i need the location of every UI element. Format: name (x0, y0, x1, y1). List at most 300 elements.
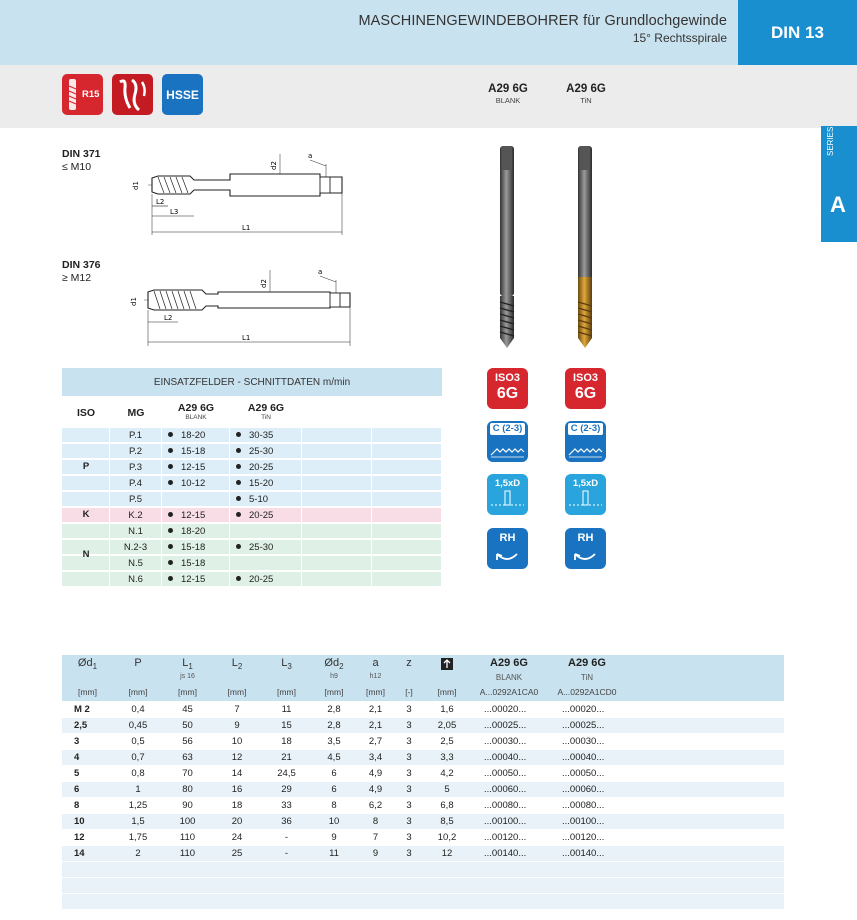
page-title: MASCHINENGEWINDEBOHRER für Grundlochgewinde (358, 13, 727, 29)
chamfer-icon (565, 421, 606, 462)
d1-dimension-label: d1 (132, 181, 140, 190)
din-range: ≥ M12 (62, 272, 92, 284)
series-side-tab (821, 126, 857, 242)
table-cell: 20 (231, 816, 243, 827)
table-cell: 8,5 (440, 816, 454, 827)
table-cell: 6 (331, 784, 337, 795)
column-header (357, 657, 394, 671)
table-cell (163, 878, 212, 894)
din-range: ≤ M10 (62, 161, 92, 173)
tin-speed-cell (230, 428, 302, 443)
table-cell: 10,2 (437, 832, 457, 843)
table-cell: 9 (234, 720, 240, 731)
hsse-badge: HSSE (162, 74, 203, 115)
table-cell: 0,45 (128, 720, 148, 731)
empty-cell (372, 476, 442, 491)
cutting-speed: 15-18 (181, 542, 206, 553)
thread-depth-badge (565, 474, 606, 515)
iso-group-cell (62, 492, 110, 507)
article-code-cell: ...00040... (484, 752, 527, 763)
column-subscript: 2 (237, 662, 243, 672)
right-hand-badge (487, 528, 528, 569)
blank-speed-cell (162, 476, 230, 491)
empty-cell (302, 476, 372, 491)
table-cell: 2,5 (74, 720, 88, 731)
blank-speed-cell (162, 492, 230, 507)
cutting-row (62, 524, 442, 540)
column-tolerance: h9 (330, 673, 338, 680)
table-cell: 100 (179, 816, 196, 827)
tolerance-class: 6G (496, 385, 519, 402)
article-code-cell: ...00050... (484, 768, 527, 779)
column-unit: [mm] (277, 687, 296, 697)
table-cell: 1,25 (128, 800, 148, 811)
column-symbol: z (406, 657, 412, 669)
recommended-dot-icon (236, 512, 241, 517)
chamfer-label: C (2-3) (490, 423, 525, 435)
cutting-row (62, 476, 442, 492)
table-cell: 45 (182, 704, 193, 715)
table-cell (212, 862, 262, 878)
article-code-cell (562, 894, 640, 910)
table-cell (262, 894, 311, 910)
table-cell (311, 862, 357, 878)
l2-dimension-label: L2 (164, 314, 173, 322)
empty-cell (372, 444, 442, 459)
table-cell: - (284, 848, 289, 859)
recommended-dot-icon (236, 480, 241, 485)
chamfer-icon (487, 421, 528, 462)
table-cell: 10 (328, 816, 340, 827)
din-number: DIN 376 (62, 259, 101, 271)
article-code-cell: ...00120... (484, 832, 527, 843)
table-cell: 8 (331, 800, 337, 811)
table-cell (113, 862, 163, 878)
iso-group-cell (62, 444, 110, 459)
article-code-cell (562, 862, 640, 878)
tap-tin-image (570, 142, 600, 352)
table-cell: 24 (231, 832, 243, 843)
column-symbol: L (281, 657, 288, 669)
article-code-prefix: A...0292A1CD0 (557, 687, 617, 697)
article-code-prefix: A...0292A1CA0 (479, 687, 539, 697)
table-cell: 0,7 (131, 752, 145, 763)
rh-label: RH (499, 532, 516, 544)
column-coating: BLANK (185, 414, 207, 421)
article-code-cell: ...00025... (562, 720, 605, 731)
empty-cell (302, 492, 372, 507)
cutting-speed: 20-25 (249, 510, 274, 521)
empty-cell (302, 572, 372, 587)
table-cell: 0,8 (131, 768, 145, 779)
table-cell: 36 (281, 816, 292, 827)
tin-speed-cell (230, 444, 302, 459)
table-row (62, 766, 784, 782)
table-cell: 110 (179, 832, 196, 843)
depth-label: 1,5xD (494, 478, 521, 489)
column-name: A29 6G (247, 402, 285, 414)
article-code-cell (484, 862, 562, 878)
article-code-cell (484, 878, 562, 894)
table-cell: 4,2 (440, 768, 454, 779)
table-cell: 7 (234, 704, 240, 715)
recommended-dot-icon (168, 512, 173, 517)
table-cell: 1,5 (131, 816, 145, 827)
table-cell (163, 862, 212, 878)
blank-speed-cell (162, 428, 230, 443)
table-cell: 12 (231, 752, 243, 763)
column-head-tin (554, 83, 618, 105)
cutting-row (62, 556, 442, 572)
material-group-cell: N.1 (110, 524, 162, 539)
column-name: A29 6G (177, 402, 215, 414)
tolerance-class: 6G (574, 385, 597, 402)
l3-dimension-label: L3 (170, 208, 179, 216)
article-code-cell: ...00030... (562, 736, 605, 747)
table-cell: 12 (74, 832, 85, 843)
table-row (62, 782, 784, 798)
table-row (62, 702, 784, 718)
table-cell (113, 894, 163, 910)
table-cell: 2,5 (440, 736, 454, 747)
iso-class: ISO3 (494, 372, 521, 384)
table-row (62, 750, 784, 766)
cutting-data-title: EINSATZFELDER - SCHNITTDATEN m/min (62, 368, 442, 396)
l1-dimension-label: L1 (242, 224, 251, 232)
article-code-cell: ...00100... (562, 816, 605, 827)
cutting-speed: 5-10 (249, 494, 269, 505)
empty-cell (372, 524, 442, 539)
table-cell (62, 862, 113, 878)
table-cell: 2,7 (368, 736, 383, 747)
table-cell: 2,05 (437, 720, 457, 731)
table-cell: M 2 (74, 704, 90, 715)
table-cell: 4 (74, 752, 80, 763)
cutting-row (62, 540, 442, 556)
table-cell: 2 (135, 848, 141, 859)
table-cell: 3 (406, 704, 412, 715)
tin-speed-cell (230, 476, 302, 491)
cutting-speed: 12-15 (181, 574, 206, 585)
table-cell (212, 878, 262, 894)
series-label: SERIES (826, 126, 835, 156)
article-code-cell (484, 894, 562, 910)
table-cell (394, 862, 424, 878)
table-cell: 3,3 (440, 752, 454, 763)
recommended-dot-icon (236, 496, 241, 501)
chamfer-form-badge (565, 421, 606, 462)
article-code-cell: ...00140... (562, 848, 605, 859)
article-column-name: A29 6G (568, 657, 606, 669)
cutting-speed: 15-20 (249, 478, 274, 489)
table-cell: 50 (182, 720, 193, 731)
recommended-dot-icon (168, 528, 173, 533)
article-code-cell: ...00060... (484, 784, 527, 795)
table-cell: 18 (281, 736, 292, 747)
right-hand-badge (565, 528, 606, 569)
table-cell: 2,8 (327, 704, 341, 715)
blank-speed-cell (162, 444, 230, 459)
table-cell: 3 (406, 752, 412, 763)
empty-cell (372, 492, 442, 507)
l2-dimension-label: L2 (156, 198, 165, 206)
recommended-dot-icon (236, 448, 241, 453)
tin-speed-cell (230, 508, 302, 523)
column-name: A29 6G (488, 83, 528, 95)
table-cell (113, 878, 163, 894)
table-cell (62, 878, 113, 894)
recommended-dot-icon (236, 432, 241, 437)
cutting-row (62, 444, 442, 460)
column-header (113, 657, 163, 671)
drill-size-icon (440, 657, 454, 671)
tin-speed-cell (230, 540, 302, 555)
table-cell: 9 (331, 832, 337, 843)
table-cell (262, 862, 311, 878)
column-symbol: L (231, 657, 238, 669)
column-coating: TiN (261, 414, 271, 421)
column-subscript: 1 (188, 662, 193, 672)
table-cell: 9 (372, 848, 379, 859)
table-cell: 14 (231, 768, 243, 779)
din-376-label (62, 259, 101, 285)
table-cell: 29 (281, 784, 292, 795)
table-cell (424, 894, 470, 910)
table-cell: 10 (74, 816, 85, 827)
cutting-speed: 15-18 (181, 446, 206, 457)
iso-group-cell (62, 428, 110, 443)
material-group-cell: P.3 (110, 460, 162, 475)
table-row (62, 846, 784, 862)
material-group-cell: P.5 (110, 492, 162, 507)
iso-group-cell (62, 524, 110, 539)
cutting-row (62, 460, 442, 476)
table-cell: 6 (331, 768, 337, 779)
r15-badge (62, 74, 103, 115)
din-number: DIN 371 (62, 148, 101, 160)
chamfer-label: C (2-3) (568, 423, 603, 435)
column-unit: [mm] (128, 687, 148, 697)
column-header (62, 657, 113, 671)
column-unit: [mm] (324, 687, 344, 697)
table-row (62, 798, 784, 814)
column-header (262, 657, 311, 671)
table-cell: 3 (406, 784, 412, 795)
table-cell: 4,9 (368, 784, 383, 795)
d2-dimension-label: d2 (260, 279, 268, 288)
table-cell: 2,8 (327, 720, 341, 731)
table-cell: 6,2 (368, 800, 383, 811)
empty-cell (302, 556, 372, 571)
recommended-dot-icon (168, 480, 173, 485)
column-unit: [mm] (78, 687, 97, 697)
article-code-cell: ...00030... (484, 736, 527, 747)
table-cell: 33 (281, 800, 292, 811)
empty-cell (372, 428, 442, 443)
table-cell (424, 878, 470, 894)
iso-group-cell (62, 572, 110, 587)
article-code-cell: ...00080... (484, 800, 527, 811)
table-cell: 16 (231, 784, 243, 795)
recommended-dot-icon (168, 544, 173, 549)
right-rotation-icon (487, 528, 528, 569)
tin-speed-cell (230, 460, 302, 475)
column-symbol: Ød (324, 657, 340, 669)
column-unit: [mm] (227, 687, 247, 697)
empty-cell (372, 572, 442, 587)
empty-cell (302, 428, 372, 443)
blind-hole-icon (565, 474, 606, 515)
article-code-cell: ...00020... (562, 704, 605, 715)
material-group-cell: P.1 (110, 428, 162, 443)
table-cell: 15 (281, 720, 292, 731)
iso-group-cell (62, 476, 110, 491)
table-cell (163, 894, 212, 910)
article-code-cell: ...00060... (562, 784, 605, 795)
table-cell (62, 894, 113, 910)
table-cell (357, 862, 394, 878)
iso-class: ISO3 (572, 372, 599, 384)
blank-speed-cell (162, 572, 230, 587)
table-cell (424, 862, 470, 878)
table-cell: 2,1 (368, 704, 383, 715)
table-cell: 7 (372, 832, 379, 843)
column-coating: TiN (580, 96, 592, 105)
empty-cell (372, 460, 442, 475)
article-column-coating: TiN (580, 673, 594, 682)
column-tolerance: h12 (369, 673, 382, 680)
empty-cell (372, 508, 442, 523)
table-cell: 3 (406, 832, 412, 843)
article-column-coating: BLANK (495, 673, 523, 682)
cutting-speed: 25-30 (249, 446, 274, 457)
rh-label: RH (577, 532, 594, 544)
empty-cell (302, 460, 372, 475)
table-row (62, 718, 784, 734)
column-header (424, 657, 470, 674)
column-unit: [mm] (437, 687, 457, 697)
table-row (62, 878, 784, 894)
table-cell: 3 (406, 800, 412, 811)
table-cell (357, 878, 394, 894)
column-unit: [-] (405, 687, 413, 697)
blind-hole-icon (487, 474, 528, 515)
table-cell: 3 (406, 736, 412, 747)
tin-speed-cell (230, 492, 302, 507)
cutting-row (62, 508, 442, 524)
table-cell: 90 (182, 800, 193, 811)
tin-column-header (230, 402, 302, 421)
table-cell: 3 (74, 736, 80, 747)
column-head-blank (476, 83, 540, 105)
iso-column-header: ISO (76, 407, 96, 419)
table-cell: 6,8 (440, 800, 454, 811)
depth-label: 1,5xD (572, 478, 599, 489)
material-group-cell: P.2 (110, 444, 162, 459)
table-cell (394, 878, 424, 894)
table-cell: 3 (406, 816, 412, 827)
page-header (0, 0, 857, 65)
iso3-6g-badge (565, 368, 606, 409)
recommended-dot-icon (168, 448, 173, 453)
table-cell: 25 (231, 848, 243, 859)
tin-speed-cell (230, 572, 302, 587)
column-subscript: 3 (287, 662, 292, 672)
column-symbol: Ød (77, 657, 93, 669)
column-header (163, 657, 212, 671)
cutting-speed: 30-35 (249, 430, 274, 441)
table-cell: 110 (179, 848, 196, 859)
column-name: A29 6G (566, 83, 606, 95)
cutting-row (62, 492, 442, 508)
table-cell: 4,9 (368, 768, 383, 779)
empty-cell (372, 556, 442, 571)
iso-group-label: K (82, 509, 90, 520)
series-letter: A (830, 192, 846, 217)
cutting-speed: 10-12 (181, 478, 206, 489)
cutting-speed: 18-20 (181, 526, 206, 537)
article-code-cell: ...00140... (484, 848, 527, 859)
table-cell: 70 (182, 768, 193, 779)
column-header (394, 657, 424, 671)
table-cell: 56 (182, 736, 193, 747)
material-group-cell: K.2 (110, 508, 162, 523)
cutting-speed: 18-20 (181, 430, 206, 441)
table-cell: 3,4 (368, 752, 383, 763)
table-row (62, 734, 784, 750)
table-cell: 2,1 (368, 720, 383, 731)
article-column-name: A29 6G (490, 657, 528, 669)
material-group-cell: N.6 (110, 572, 162, 587)
d1-dimension-label: d1 (130, 297, 138, 306)
table-row (62, 814, 784, 830)
table-cell: 12 (441, 848, 453, 859)
table-cell: 10 (231, 736, 243, 747)
recommended-dot-icon (168, 432, 173, 437)
table-cell: 3 (406, 720, 412, 731)
recommended-dot-icon (236, 464, 241, 469)
tin-speed-cell (230, 524, 302, 539)
blank-speed-cell (162, 540, 230, 555)
article-code-cell: ...00020... (484, 704, 527, 715)
table-row (62, 894, 784, 910)
din-standard-badge: DIN 13 (738, 0, 857, 65)
table-cell: 11 (281, 704, 292, 715)
recommended-dot-icon (168, 464, 173, 469)
empty-cell (302, 444, 372, 459)
table-cell: 1,6 (440, 704, 454, 715)
material-group-cell: N.2-3 (110, 540, 162, 555)
cutting-speed: 20-25 (249, 574, 274, 585)
a-dimension-label: a (318, 268, 323, 276)
table-row (62, 830, 784, 846)
table-cell: 21 (281, 752, 292, 763)
recommended-dot-icon (236, 544, 241, 549)
cutting-row (62, 428, 442, 444)
iso3-6g-badge (487, 368, 528, 409)
table-cell: 3,5 (327, 736, 341, 747)
page-subtitle: 15° Rechtsspirale (632, 31, 727, 45)
table-cell: 14 (74, 848, 85, 859)
table-cell: 0,5 (131, 736, 145, 747)
cutting-speed: 15-18 (181, 558, 206, 569)
din-371-label (62, 148, 101, 174)
article-code-cell: ...00025... (484, 720, 527, 731)
article-code-cell: ...00080... (562, 800, 605, 811)
column-unit: [mm] (178, 687, 197, 697)
column-symbol: a (372, 657, 379, 669)
table-cell (311, 894, 357, 910)
